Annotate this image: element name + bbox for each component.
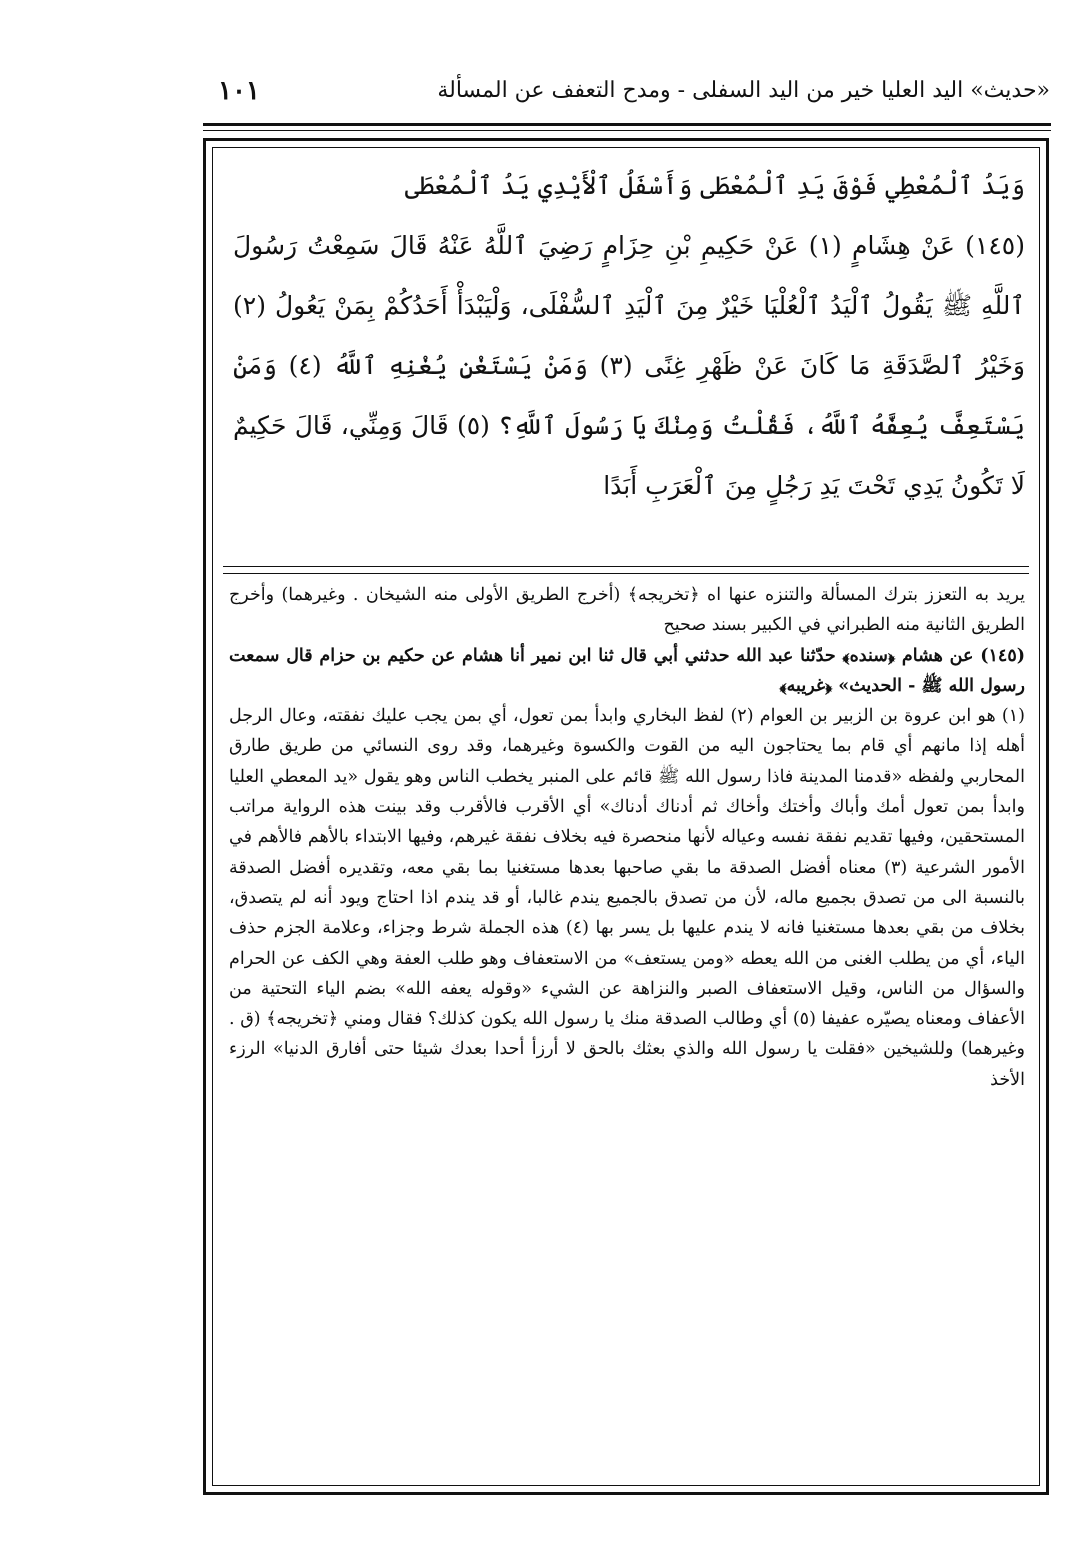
main-paragraph-1: وَيَدُ ٱلْمُعْطِي فَوْقَ يَدِ ٱلْمُعْطَى وَأَسْفَلُ ٱلْأَيْدِي يَدُ ٱلْمُعْطَى (404, 171, 1025, 200)
main-paragraph-2: (١٤٥) عَنْ هِشَامٍ (١) عَنْ حَكِيمِ بْنِ حِزَامٍ رَضِيَ ٱللَّهُ عَنْهُ قَالَ سَمِعْتُ رَسُولَ ٱللَّهِ ﷺ يَقُولُ ٱلْيَدُ ٱلْعُلْيَا خَيْرٌ مِنَ ٱلْيَدِ ٱلسُّفْلَى، وَلْيَبْدَأْ أَحَدُكُمْ بِمَنْ يَعُولُ (٢) وَخَيْرُ ٱلصَّدَقَةِ مَا كَانَ عَنْ ظَهْرِ غِنًى (٣) وَمَنْ يَسْتَغْنِ يُغْنِهِ ٱللَّهُ (٤) وَمَنْ يَسْتَعِفَّ يُعِفَّهُ ٱللَّهُ، فَقُلْتُ وَمِنْكَ يَا رَسُولَ ٱللَّهِ؟ (٥) قَالَ وَمِنِّي، قَالَ حَكِيمٌ لَا تَكُونُ يَدِي تَحْتَ يَدِ رَجُلٍ مِنَ ٱلْعَرَبِ أَبَدًا (233, 231, 1026, 500)
commentary-notes (229, 580, 1025, 1095)
page-header (200, 78, 1050, 118)
hadith-main-text (233, 156, 1025, 516)
text-frame (203, 138, 1049, 1495)
text-frame-inner (212, 147, 1040, 1486)
note-paragraph-2: (١٤٥) عن هشام ﴿سنده﴾ حدّثنا عبد الله حدثني أبي قال ثنا ابن نمير أنا هشام عن حكيم بن حزام قال سمعت رسول الله ﷺ - الحديث» ﴿غريبه﴾ (229, 645, 1025, 696)
running-title: «حديث» اليد العليا خير من اليد السفلى - ومدح التعفف عن المسألة (437, 78, 1050, 103)
header-rule-thin (203, 130, 1051, 131)
page-number: ١٠١ (218, 76, 260, 106)
note-paragraph-1: يريد به التعزز بترك المسألة والتنزه عنها اه ﴿تخريجه﴾ (أخرج الطريق الأولى منه الشيخان . وغيرهما) وأخرج الطريق الثانية منه الطبراني في الكبير بسند صحيح (229, 585, 1025, 636)
note-paragraph-3: (١) هو ابن عروة بن الزبير بن العوام (٢) لفظ البخاري وابدأ بمن تعول، أي بمن يجب عليك نفقته، وعال الرجل أهله إذا مانهم أي قام بما يحتاجون اليه من القوت والكسوة وغيرهما، وقد روى النسائي من طريق طارق المحاربي ولفظه «قدمنا المدينة فاذا رسول الله ﷺ قائم على المنبر يخطب الناس وهو يقول «يد المعطي العليا وابدأ بمن تعول أمك وأباك وأختك وأخاك ثم أدناك أدناك» أي الأقرب فالأقرب وقد بينت هذه الرواية مراتب المستحقين، وفيها تقديم نفقة نفسه وعياله لأنها منحصرة فيه بخلاف نفقة غيرهم، وفيها الابتداء بالأهم فالأهم في الأمور الشرعية (٣) معناه أفضل الصدقة ما بقي صاحبها بعدها مستغنيا بما بقي معه، وتقديره أفضل الصدقة بالنسبة الى من تصدق بجميع ماله، لأن من تصدق بالجميع يندم غالبا، أو قد يندم اذا احتاج ويود أنه لم يتصدق، بخلاف من بقي بعدها مستغنيا فانه لا يندم عليها بل يسر بها (٤) هذه الجملة شرط وجزاء، وعلامة الجزم حذف الياء، أي من يطلب الغنى من الله يعطه «ومن يستعف» من الاستعفاف وهو طلب العفة وهي الكف عن الحرام والسؤال من الناس، وقيل الاستعفاف الصبر والنزاهة عن الشيء «وقوله يعفه الله» بضم الياء التحتية من الأعفاف ومعناه يصيّره عفيفا (٥) أي وطالب الصدقة منك يا رسول الله يكون كذلك؟ فقال ومني ﴿تخريجه﴾ (ق . وغيرهما) وللشيخين «فقلت يا رسول الله والذي بعثك بالحق لا أرزأ أحدا بعدك شيئا حتى أفارق الدنيا» الرزء الأخذ (229, 706, 1025, 1090)
footnote-separator (223, 566, 1029, 574)
header-rule-thick (203, 123, 1051, 126)
